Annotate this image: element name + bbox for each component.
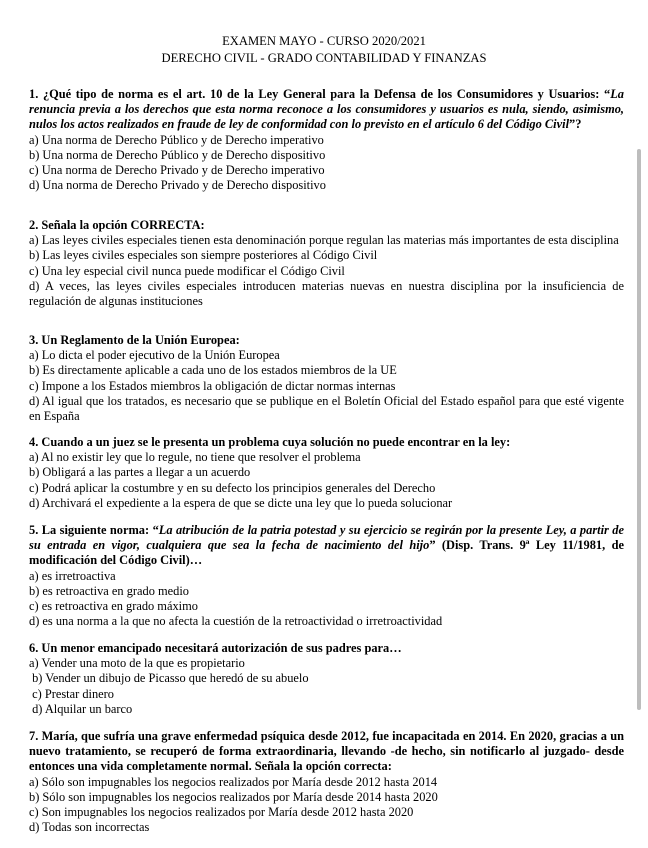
question-6-stem: 6. Un menor emancipado necesitará autorización de sus padres para… [29, 641, 402, 655]
exam-subtitle: DERECHO CIVIL - GRADO CONTABILIDAD Y FINANZAS [161, 51, 487, 65]
question-6 [29, 641, 624, 717]
option-4c: c) Podrá aplicar la costumbre y en su defecto los principios generales del Derecho [29, 480, 436, 495]
option-2d: d) A veces, las leyes civiles especiales introducen materias nuevas en nuestra disciplina por la insuficiencia de regulación de algunas instituciones [29, 278, 624, 309]
question-2-stem: 2. Señala la opción CORRECTA: [29, 218, 205, 232]
option-7b: b) Sólo son impugnables los negocios realizados por María desde 2014 hasta 2020 [29, 789, 438, 804]
question-5-stem: 5. La siguiente norma: “La atribución de la patria potestad y su ejercicio se regirán por la presente Ley, a partir de su entrada en vigor, cualquiera que sea la fecha de nacimiento del hijo” (Disp. Trans. 9ª Ley 11/1981, de modificación del Código Civil)… [29, 523, 624, 568]
option-2a: a) Las leyes civiles especiales tienen esta denominación porque regulan las materias más importantes de esta disciplina [29, 233, 619, 248]
question-7 [29, 729, 624, 835]
option-4a: a) Al no existir ley que lo regule, no tiene que resolver el problema [29, 450, 361, 465]
option-5d: d) es una norma a la que no afecta la cuestión de la retroactividad o irretroactividad [29, 614, 443, 629]
question-7-stem: 7. María, que sufría una grave enfermedad psíquica desde 2012, fue incapacitada en 2014. En 2020, gracias a un nuevo tratamiento, se recuperó de forma extraordinaria, llevando -de hecho, sin notificarlo al juzgado- desde entonces una vida completamente normal. Señala la opción correcta: [29, 729, 624, 774]
question-4 [29, 435, 624, 511]
question-1 [29, 87, 624, 193]
exam-title: EXAMEN MAYO - CURSO 2020/2021 [222, 34, 426, 48]
question-1-stem: 1. ¿Qué tipo de norma es el art. 10 de la Ley General para la Defensa de los Consumidores y Usuarios: “La renuncia previa a los derechos que esta norma reconoce a los consumidores y usuarios es nula, siendo, asimismo, nulos los actos realizados en fraude de ley de conformidad con lo previsto en el artículo 6 del Código Civil”? [29, 87, 624, 132]
option-1d: d) Una norma de Derecho Privado y de Derecho dispositivo [29, 178, 326, 193]
option-5b: b) es retroactiva en grado medio [29, 583, 189, 598]
option-2c: c) Una ley especial civil nunca puede modificar el Código Civil [29, 263, 345, 278]
option-3c: c) Impone a los Estados miembros la obligación de dictar normas internas [29, 378, 396, 393]
question-2 [29, 218, 624, 309]
option-5a: a) es irretroactiva [29, 568, 116, 583]
option-5c: c) es retroactiva en grado máximo [29, 599, 198, 614]
option-4d: d) Archivará el expediente a la espera de que se dicte una ley que lo pueda solucionar [29, 495, 453, 510]
option-2b: b) Las leyes civiles especiales son siempre posteriores al Código Civil [29, 248, 378, 263]
option-3d: d) Al igual que los tratados, es necesario que se publique en el Boletín Oficial del Estado español para que esté vigente en España [29, 393, 624, 424]
option-3b: b) Es directamente aplicable a cada uno de los estados miembros de la UE [29, 363, 397, 378]
option-4b: b) Obligará a las partes a llegar a un acuerdo [29, 465, 251, 480]
option-7c: c) Son impugnables los negocios realizados por María desde 2012 hasta 2020 [29, 805, 414, 820]
option-6d: d) Alquilar un barco [29, 701, 133, 716]
question-4-stem: 4. Cuando a un juez se le presenta un problema cuya solución no puede encontrar en la ley: [29, 435, 511, 449]
question-3 [29, 333, 624, 424]
option-7d: d) Todas son incorrectas [29, 820, 150, 835]
option-6c: c) Prestar dinero [29, 686, 114, 701]
option-3a: a) Lo dicta el poder ejecutivo de la Unión Europea [29, 348, 280, 363]
vertical-scrollbar[interactable] [637, 149, 641, 710]
option-1a: a) Una norma de Derecho Público y de Derecho imperativo [29, 132, 324, 147]
question-3-stem: 3. Un Reglamento de la Unión Europea: [29, 333, 240, 347]
option-6a: a) Vender una moto de la que es propietario [29, 656, 245, 671]
option-1c: c) Una norma de Derecho Privado y de Derecho imperativo [29, 163, 325, 178]
option-1b: b) Una norma de Derecho Público y de Derecho dispositivo [29, 147, 326, 162]
option-6b: b) Vender un dibujo de Picasso que heredó de su abuelo [29, 671, 309, 686]
question-5 [29, 523, 624, 629]
option-7a: a) Sólo son impugnables los negocios realizados por María desde 2012 hasta 2014 [29, 774, 438, 789]
